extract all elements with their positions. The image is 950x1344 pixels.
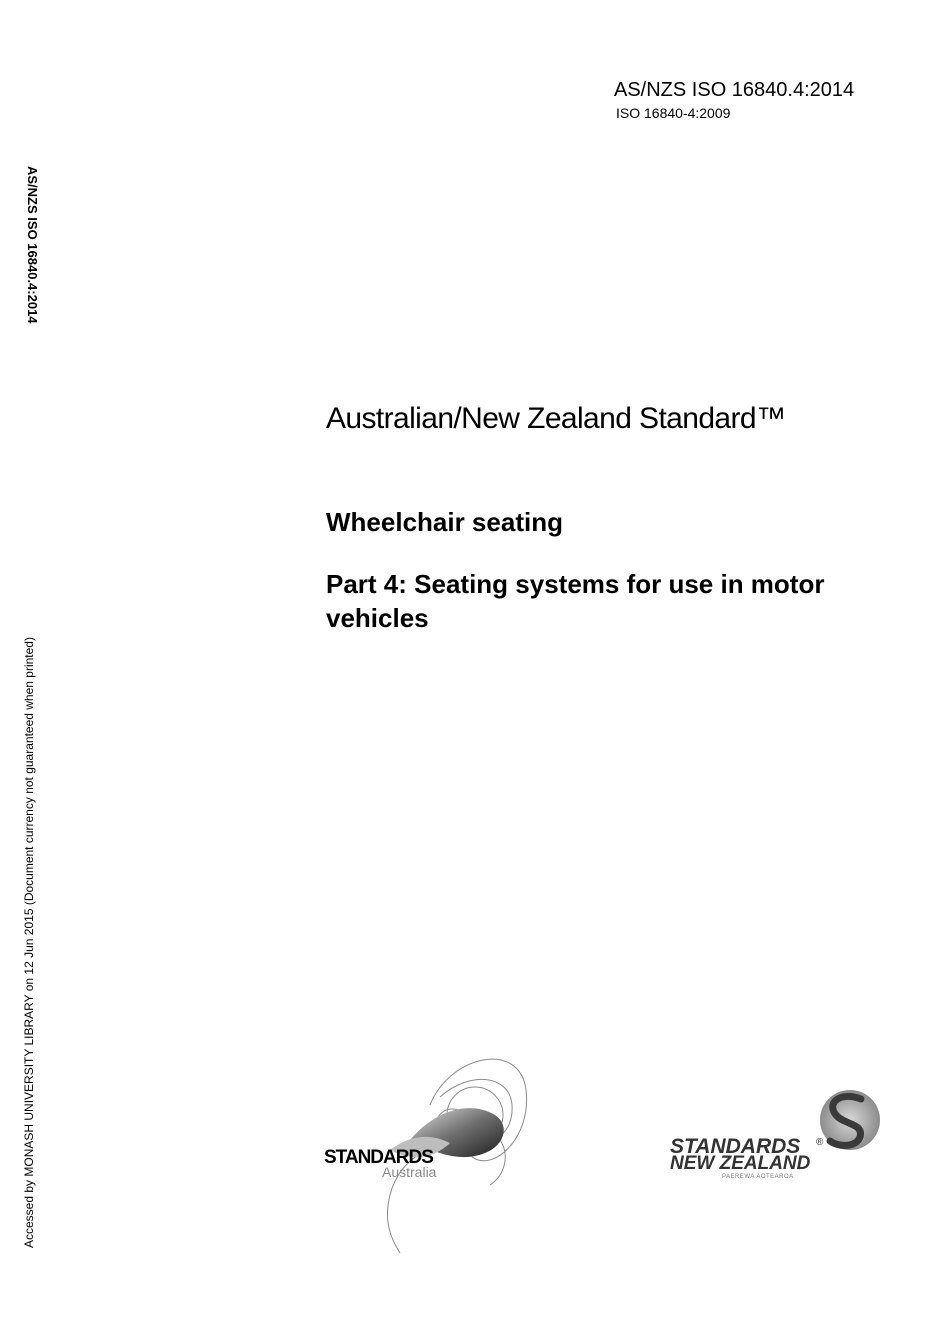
sa-logo-wordmark: STANDARDS [324,1147,433,1168]
snz-logo-subtext: NEW ZEALAND [670,1153,811,1174]
sa-logo-subtext: Australia [382,1164,437,1180]
document-title: Wheelchair seating [326,507,563,537]
document-number: AS/NZS ISO 16840.4:2014 [614,79,855,101]
iso-number: ISO 16840-4:2009 [616,105,731,121]
snz-logo-maori-text: PAEREWA AOTEAROA [722,1174,794,1180]
snz-registered-mark: ® [816,1137,824,1148]
access-notice: Accessed by MONASH UNIVERSITY LIBRARY on 12 Jun 2015 (Document currency not guaranteed when printed) [22,637,36,1248]
document-subtitle: Part 4: Seating systems for use in motor vehicles [326,569,825,633]
spine-label: AS/NZS ISO 16840.4:2014 [25,166,40,324]
standard-type-heading: Australian/New Zealand Standard™ [326,402,786,435]
standards-australia-logo [320,1045,540,1255]
snz-logo-wordmark: STANDARDS [670,1135,801,1158]
standards-new-zealand-logo [668,1085,888,1180]
